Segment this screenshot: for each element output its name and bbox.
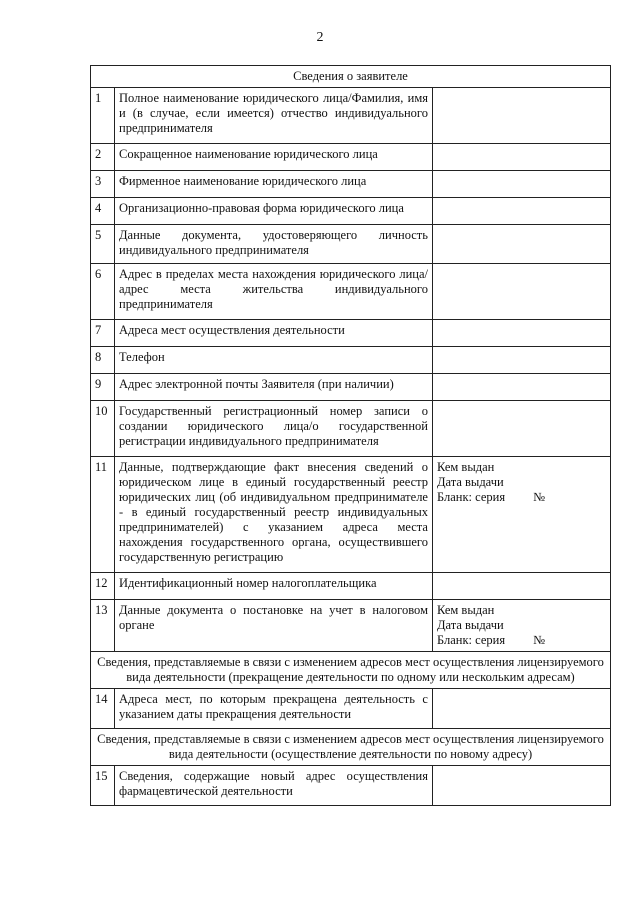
form-row	[91, 573, 611, 600]
row-label: Адреса мест, по которым прекращена деятельность с указанием даты прекращения деятельности	[115, 689, 433, 729]
row-value-field[interactable]	[432, 401, 610, 457]
section-header-applicant	[91, 66, 611, 88]
row-number: 7	[91, 320, 115, 347]
row-value-field[interactable]	[432, 198, 610, 225]
row-number: 14	[91, 689, 115, 729]
row-value-field[interactable]	[432, 766, 610, 806]
issued-by-label: Кем выдан	[436, 603, 495, 617]
row-value-field[interactable]	[432, 689, 610, 729]
row-value-field[interactable]	[432, 457, 610, 573]
issue-date-label: Дата выдачи	[436, 475, 504, 489]
row-number: 10	[91, 401, 115, 457]
form-row	[91, 198, 611, 225]
form-row	[91, 766, 611, 806]
row-label: Адреса мест осуществления деятельности	[115, 320, 433, 347]
row-value-field[interactable]	[432, 573, 610, 600]
blank-series-label: Бланк: серия	[436, 633, 506, 647]
form-row	[91, 88, 611, 144]
row-number: 6	[91, 264, 115, 320]
row-value-field[interactable]	[432, 320, 610, 347]
row-number: 11	[91, 457, 115, 573]
form-row	[91, 457, 611, 573]
row-value-field[interactable]	[432, 88, 610, 144]
page-number: 2	[316, 30, 324, 45]
row-label: Данные, подтверждающие факт внесения сведений о юридическом лице в единый государственный реестр юридических лиц (об индивидуальном предпринимателе - в единый государственный реестр индивидуальных предпринимателей) с указанием адреса места нахождения государственного органа, осуществившего государственную регистрацию	[115, 457, 433, 573]
row-number: 4	[91, 198, 115, 225]
row-label: Организационно-правовая форма юридического лица	[115, 198, 433, 225]
row-value-field[interactable]	[432, 144, 610, 171]
row-value-field[interactable]	[432, 600, 610, 652]
row-label: Сокращенное наименование юридического лица	[115, 144, 433, 171]
form-row	[91, 144, 611, 171]
row-label: Сведения, содержащие новый адрес осуществления фармацевтической деятельности	[115, 766, 433, 806]
row-number: 15	[91, 766, 115, 806]
form-row	[91, 347, 611, 374]
form-row	[91, 401, 611, 457]
row-value-field[interactable]	[432, 171, 610, 198]
row-label: Телефон	[115, 347, 433, 374]
row-number: 1	[91, 88, 115, 144]
row-label: Адрес электронной почты Заявителя (при наличии)	[115, 374, 433, 401]
section-title-applicant: Сведения о заявителе	[91, 66, 611, 88]
issued-by-label: Кем выдан	[436, 460, 495, 474]
section-header-new-address-title: Сведения, представляемые в связи с изменением адресов мест осуществления лицензируемого вида деятельности (осуществление деятельности по новому адресу)	[91, 729, 611, 766]
blank-series-label: Бланк: серия	[436, 490, 506, 504]
blank-series-line	[437, 490, 606, 505]
row-label: Данные документа, удостоверяющего личность индивидуального предпринимателя	[115, 225, 433, 264]
row-number: 9	[91, 374, 115, 401]
row-value-field[interactable]	[432, 347, 610, 374]
row-value-field[interactable]	[432, 225, 610, 264]
section-header-termination	[91, 652, 611, 689]
row-value-field[interactable]	[432, 264, 610, 320]
row-value-field[interactable]	[432, 374, 610, 401]
row-number: 3	[91, 171, 115, 198]
form-row	[91, 374, 611, 401]
row-number: 13	[91, 600, 115, 652]
row-number: 12	[91, 573, 115, 600]
form-row	[91, 689, 611, 729]
form-row	[91, 225, 611, 264]
issue-date-label: Дата выдачи	[436, 618, 504, 632]
form-row	[91, 320, 611, 347]
row-label: Идентификационный номер налогоплательщика	[115, 573, 433, 600]
row-label: Государственный регистрационный номер записи о создании юридического лица/о государственной регистрации индивидуального предпринимателя	[115, 401, 433, 457]
row-number: 5	[91, 225, 115, 264]
form-row	[91, 171, 611, 198]
blank-number-label: №	[533, 490, 546, 504]
row-label: Адрес в пределах места нахождения юридического лица/адрес места жительства индивидуального предпринимателя	[115, 264, 433, 320]
applicant-form-table	[90, 65, 611, 806]
section-header-new-address	[91, 729, 611, 766]
row-label: Фирменное наименование юридического лица	[115, 171, 433, 198]
row-label: Данные документа о постановке на учет в налоговом органе	[115, 600, 433, 652]
blank-number-label: №	[533, 633, 546, 647]
row-number: 2	[91, 144, 115, 171]
row-number: 8	[91, 347, 115, 374]
row-label: Полное наименование юридического лица/Фамилия, имя и (в случае, если имеется) отчество индивидуального предпринимателя	[115, 88, 433, 144]
section-header-termination-title: Сведения, представляемые в связи с изменением адресов мест осуществления лицензируемого вида деятельности (прекращение деятельности по одному или нескольким адресам)	[91, 652, 611, 689]
blank-series-line	[437, 633, 606, 648]
form-row	[91, 600, 611, 652]
form-row	[91, 264, 611, 320]
